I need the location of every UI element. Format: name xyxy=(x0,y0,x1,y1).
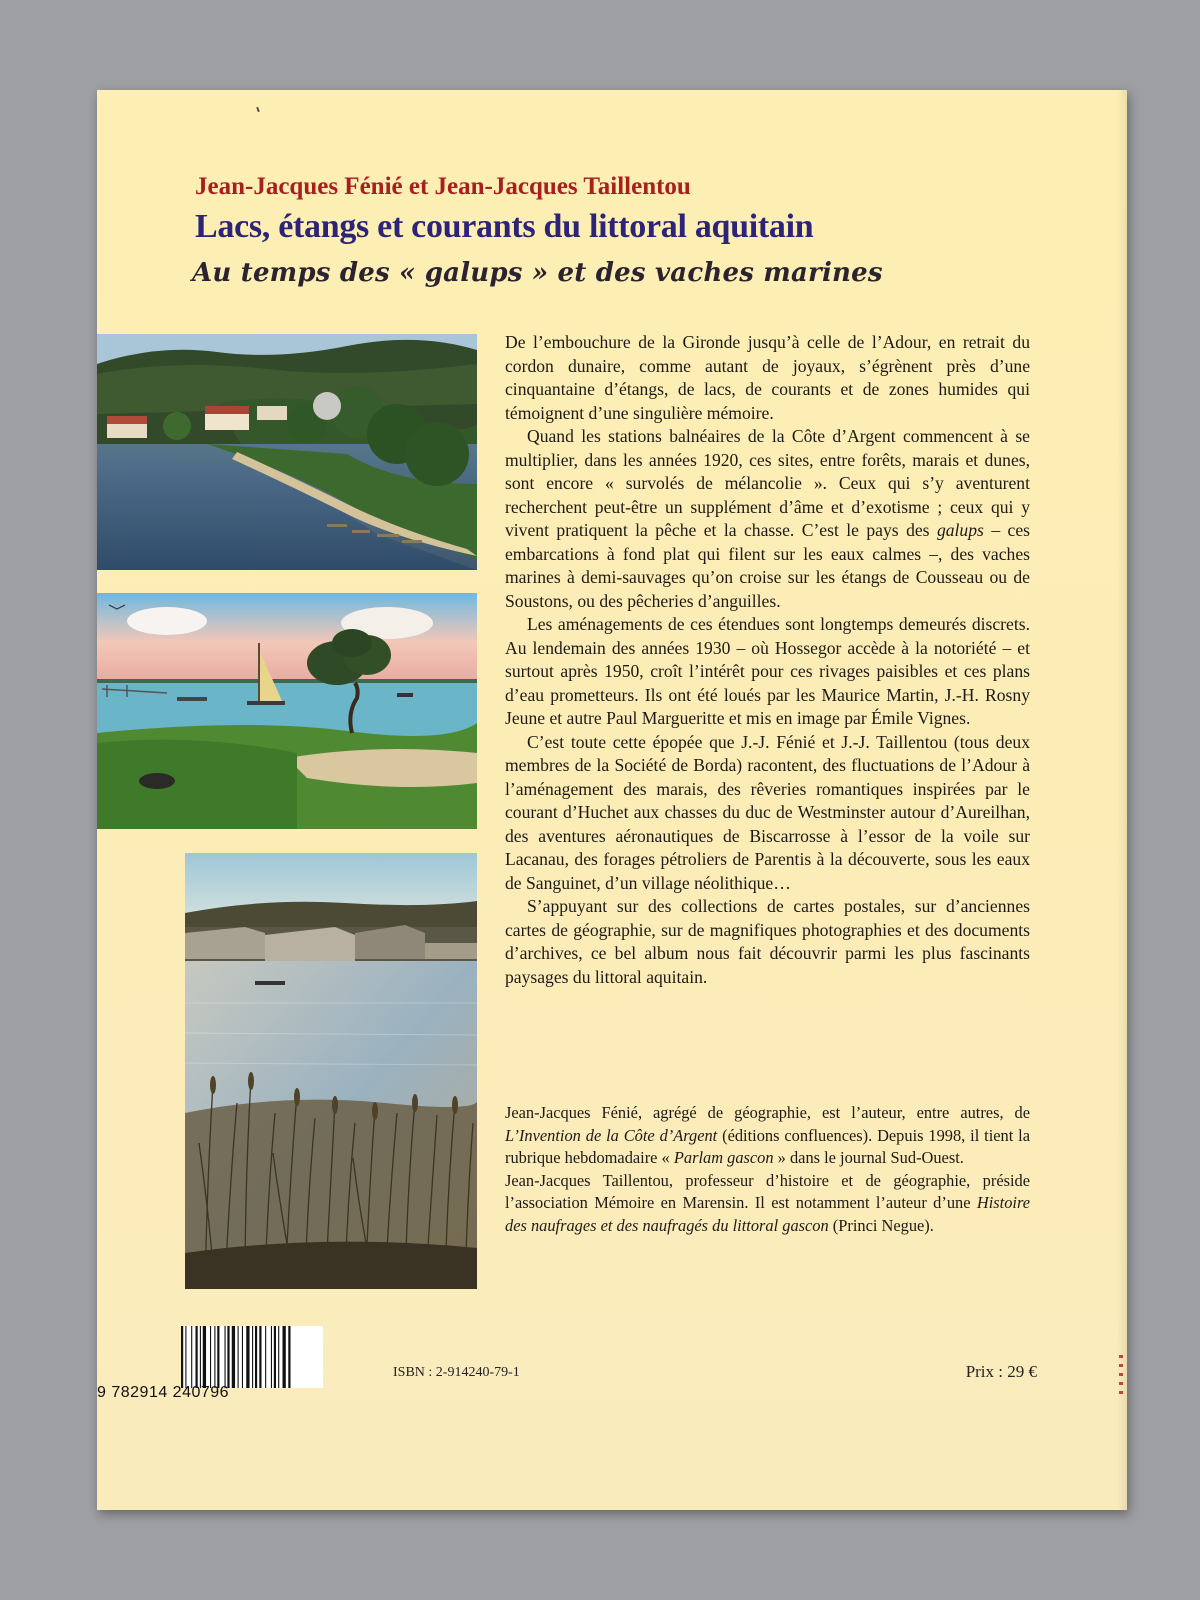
book-subtitle: Au temps des « galups » et des vaches marines xyxy=(192,258,883,288)
barcode-bars xyxy=(181,1326,323,1388)
authors: Jean-Jacques Fénié et Jean-Jacques Taillentou xyxy=(195,173,691,200)
barcode-digits: 9 782914 240796 xyxy=(97,1384,230,1401)
photo-lake-sailboat xyxy=(97,593,477,829)
book-back-cover xyxy=(97,90,1127,1510)
price: Prix : 29 € xyxy=(965,1362,1037,1381)
photo-lake-reeds xyxy=(185,853,477,1289)
bio-fenie: Jean-Jacques Fénié, agrégé de géographie, est l’auteur, entre autres, de L’Invention de la Côte d’Argent (éditions confluences). Depuis 1998, il tient la rubrique hebdomadaire « Parlam gascon » dans le journal Sud-Ouest. xyxy=(505,1103,1030,1167)
description-text xyxy=(505,331,1030,989)
edge-marks xyxy=(1119,1355,1123,1395)
book-title: Lacs, étangs et courants du littoral aquitain xyxy=(195,208,814,245)
bio-taillentou: Jean-Jacques Taillentou, professeur d’histoire et de géographie, préside l’association Mémoire en Marensin. Il est notamment l’auteur d’une Histoire des naufrages et des naufragés du littoral gascon (Princi Negue). xyxy=(505,1170,1030,1235)
dust-speck xyxy=(256,107,260,112)
isbn: ISBN : 2-914240-79-1 xyxy=(393,1365,520,1380)
paragraph-2: Quand les stations balnéaires de la Côte d’Argent commencent à se multiplier, dans les années 1920, ces sites, entre forêts, marais et dunes, sont encore « survolés de mélancolie ». Ceux qui s’y aventurent recherchent peut-être un supplément d’âme et d’exotisme ; ceux qui y vivent pratiquent la pêche et la chasse. C’est le pays des galups – ces embarcations à fond plat qui filent sur les eaux calmes –, des vaches marines à demi-sauvages qu’on croise sur les étangs de Cousseau ou de Soustons, ou des pêcheries d’anguilles. xyxy=(505,426,1031,611)
author-bios xyxy=(505,1102,1030,1237)
paragraph-4: C’est toute cette épopée que J.-J. Fénié et J.-J. Taillentou (tous deux membres de la Société de Borda) racontent, des fluctuations de l’Adour à l’aménagement des marais, des rêveries romantiques inspirées par le courant d’Huchet aux chasses du duc de Westminster autour d’Aureilhan, des aventures aéronautiques de Biscarrosse à l’essor de la voile sur Lacanau, des forages pétroliers de Parentis à la découverte, sous les eaux de Sanguinet, d’un village néolithique… xyxy=(505,731,1030,893)
paragraph-5: S’appuyant sur des collections de cartes postales, sur d’anciennes cartes de géographie, sur de magnifiques photographies et des documents d’archives, ce bel album nous fait découvrir parmi les plus fascinants paysages du littoral aquitain. xyxy=(505,896,1030,987)
cover-edge-shadow xyxy=(1117,90,1127,1510)
paragraph-3: Les aménagements de ces étendues sont longtemps demeurés discrets. Au lendemain des années 1930 – où Hossegor accède à la notoriété – et surtout après 1950, croît l’intérêt pour ces rivages paisibles et ces plans d’eau prometteurs. Ils ont été loués par les Maurice Martin, J.-H. Rosny Jeune et autre Paul Margueritte et mis en image par Émile Vignes. xyxy=(505,614,1030,728)
paragraph-1: De l’embouchure de la Gironde jusqu’à celle de l’Adour, en retrait du cordon dunaire, comme autant de joyaux, s’égrènent près d’une cinquantaine d’étangs, de lacs, de courants et de zones humides qui témoignent d’une singulière mémoire. xyxy=(505,332,1030,423)
photo-lakeside-village xyxy=(97,334,477,570)
